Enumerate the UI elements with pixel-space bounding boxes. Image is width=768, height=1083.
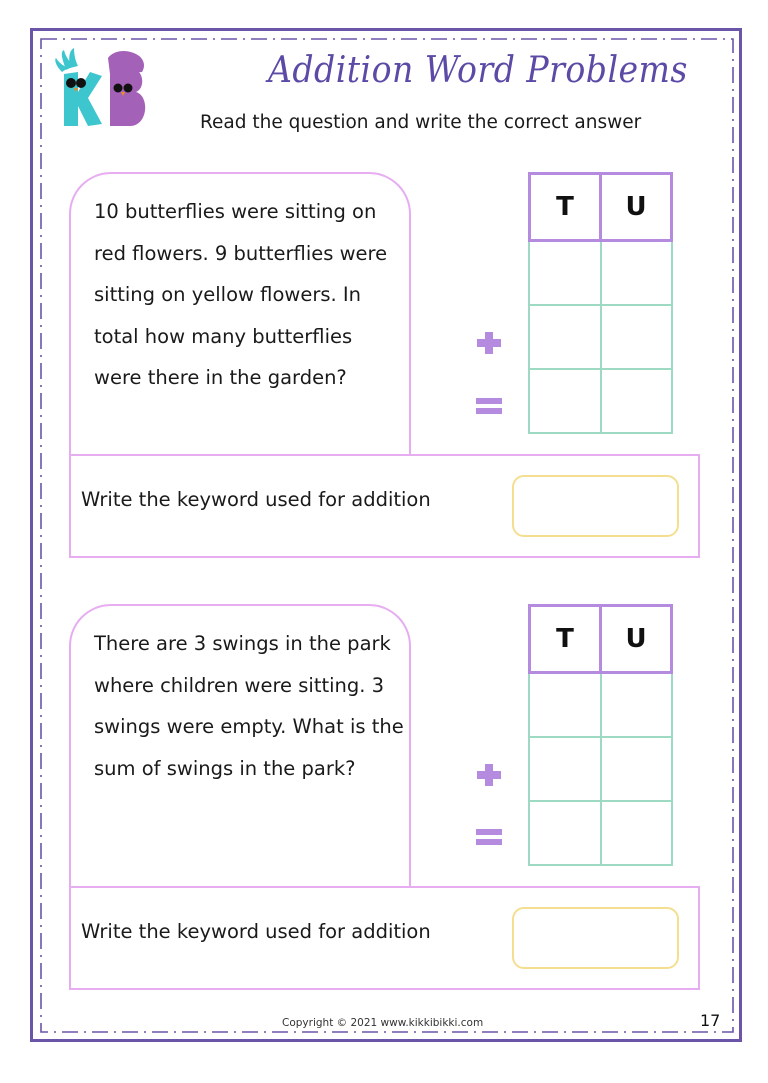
- units-cell[interactable]: [600, 802, 672, 864]
- units-cell[interactable]: [600, 738, 672, 800]
- equals-icon: [474, 823, 504, 853]
- question-card-2: [69, 604, 411, 888]
- keyword-prompt-2: Write the keyword used for addition: [81, 920, 431, 943]
- units-cell[interactable]: [600, 674, 672, 736]
- copyright-notice: Copyright © 2021 www.kikkibikki.com: [282, 1017, 484, 1029]
- grid-header-row: [528, 172, 673, 242]
- keyword-row-2: [69, 886, 700, 990]
- plus-icon: [474, 329, 504, 359]
- grid-row-addend-1: [530, 674, 671, 736]
- tens-cell[interactable]: [530, 242, 600, 304]
- units-header: U: [599, 175, 670, 239]
- worksheet-instructions: Read the question and write the correct answer: [200, 112, 642, 133]
- units-cell[interactable]: [600, 242, 672, 304]
- grid-row-addend-2: [530, 304, 671, 368]
- keyword-answer-box-1[interactable]: [512, 475, 679, 537]
- tens-header: T: [556, 624, 574, 654]
- grid-header-row: [528, 604, 673, 674]
- grid-row-addend-2: [530, 736, 671, 800]
- grid-row-sum: [530, 368, 671, 432]
- tens-cell[interactable]: [530, 306, 600, 368]
- grid-row-sum: [530, 800, 671, 864]
- place-value-grid-2: [528, 604, 673, 866]
- grid-body: [528, 674, 673, 866]
- worksheet-title: Addition Word Problems: [268, 50, 688, 91]
- tens-header: T: [556, 192, 574, 222]
- tens-cell[interactable]: [530, 370, 600, 432]
- question-card-1: [69, 172, 411, 456]
- grid-body: [528, 242, 673, 434]
- kikkibikki-logo-icon: [52, 48, 152, 130]
- equals-icon: [474, 392, 504, 422]
- tens-cell[interactable]: [530, 802, 600, 864]
- plus-icon: [474, 761, 504, 791]
- keyword-answer-box-2[interactable]: [512, 907, 679, 969]
- units-cell[interactable]: [600, 306, 672, 368]
- question-text-1: 10 butterflies were sitting on red flowers. 9 butterflies were sitting on yellow flowers. In total how many butterflies were there in the garden?: [94, 200, 388, 389]
- units-header: U: [599, 607, 670, 671]
- tens-cell[interactable]: [530, 738, 600, 800]
- grid-row-addend-1: [530, 242, 671, 304]
- question-text-2: There are 3 swings in the park where children were sitting. 3 swings were empty. What is the sum of swings in the park?: [94, 632, 404, 780]
- keyword-row-1: [69, 454, 700, 558]
- units-cell[interactable]: [600, 370, 672, 432]
- page-number: 17: [700, 1011, 721, 1030]
- tens-cell[interactable]: [530, 674, 600, 736]
- place-value-grid-1: [528, 172, 673, 434]
- keyword-prompt-1: Write the keyword used for addition: [81, 488, 431, 511]
